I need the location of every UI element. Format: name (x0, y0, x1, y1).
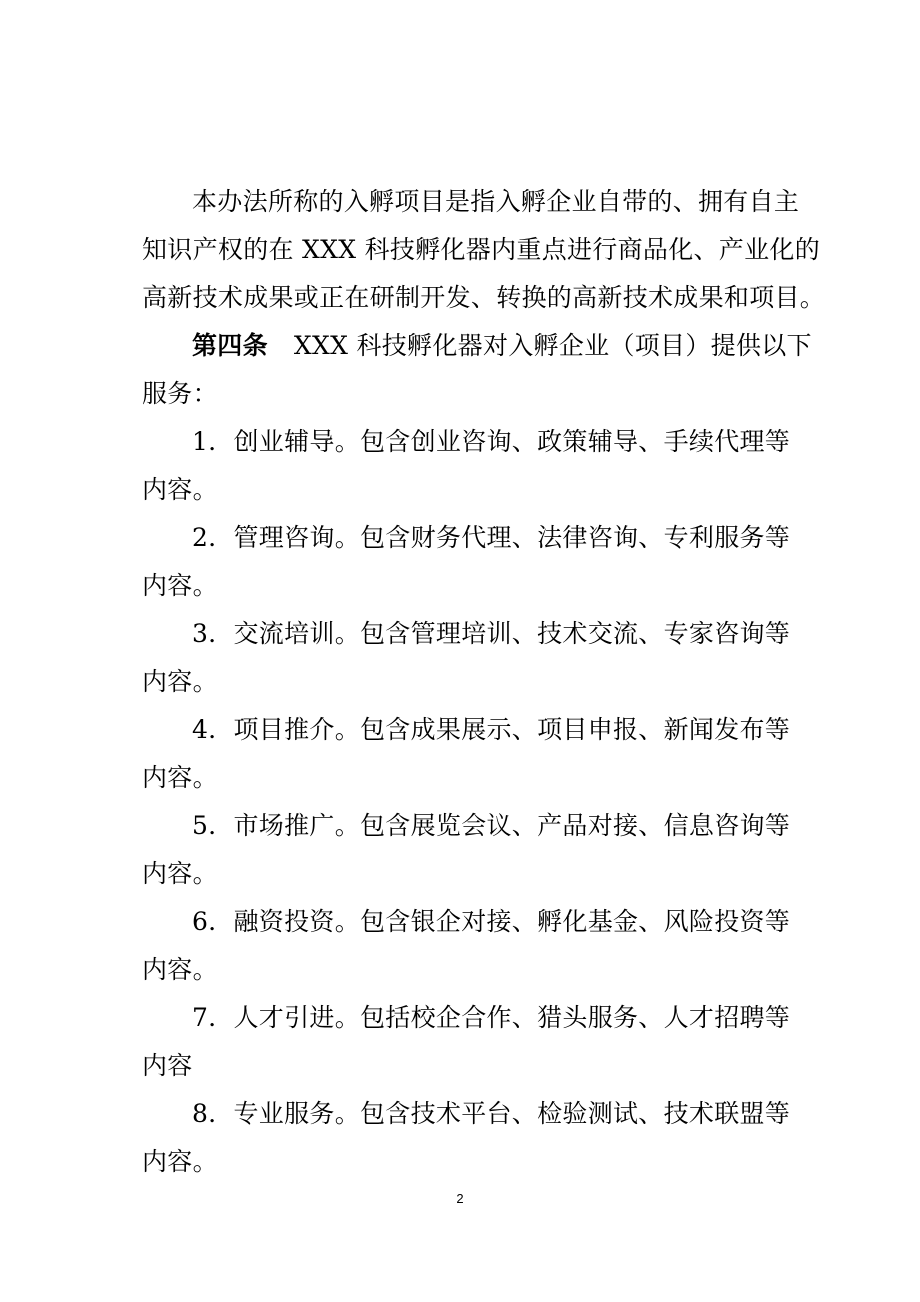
service-item-5-line-1: 5．市场推广。包含展览会议、产品对接、信息咨询等 (192, 811, 791, 840)
intro-line-2: 知识产权的在 XXX 科技孵化器内重点进行商品化、产业化的 (142, 235, 820, 264)
service-item-7-line-1: 7．人才引进。包括校企合作、猎头服务、人才招聘等 (192, 1003, 791, 1032)
service-item-4-line-2: 内容。 (142, 763, 218, 792)
service-item-5-line-2: 内容。 (142, 859, 218, 888)
service-item-1-line-1: 1．创业辅导。包含创业咨询、政策辅导、手续代理等 (192, 427, 791, 456)
intro-line-1: 本办法所称的入孵项目是指入孵企业自带的、拥有自主 (192, 187, 800, 216)
service-item-2-line-2: 内容。 (142, 571, 218, 600)
intro-line-3: 高新技术成果或正在研制开发、转换的高新技术成果和项目。 (142, 283, 826, 312)
document-body (142, 178, 826, 1186)
service-item-3-line-1: 3．交流培训。包含管理培训、技术交流、专家咨询等 (192, 619, 791, 648)
service-item-1-line-2: 内容。 (142, 475, 218, 504)
article-four-line-1 (142, 322, 812, 370)
service-item-2-line-1: 2．管理咨询。包含财务代理、法律咨询、专利服务等 (192, 523, 791, 552)
service-item-8-line-1: 8．专业服务。包含技术平台、检验测试、技术联盟等 (192, 1099, 791, 1128)
page-number: 2 (456, 1191, 464, 1206)
service-item-4-line-1: 4．项目推介。包含成果展示、项目申报、新闻发布等 (192, 715, 791, 744)
service-item-6-line-2: 内容。 (142, 955, 218, 984)
article-four-line-2: 服务： (142, 379, 218, 408)
service-item-3-line-2: 内容。 (142, 667, 218, 696)
service-item-7-line-2: 内容 (142, 1051, 193, 1080)
article-four-text: XXX 科技孵化器对入孵企业（项目）提供以下 (293, 331, 812, 360)
article-label: 第四条 (192, 331, 268, 360)
service-item-8-line-2: 内容。 (142, 1147, 218, 1176)
service-item-6-line-1: 6．融资投资。包含银企对接、孵化基金、风险投资等 (192, 907, 791, 936)
